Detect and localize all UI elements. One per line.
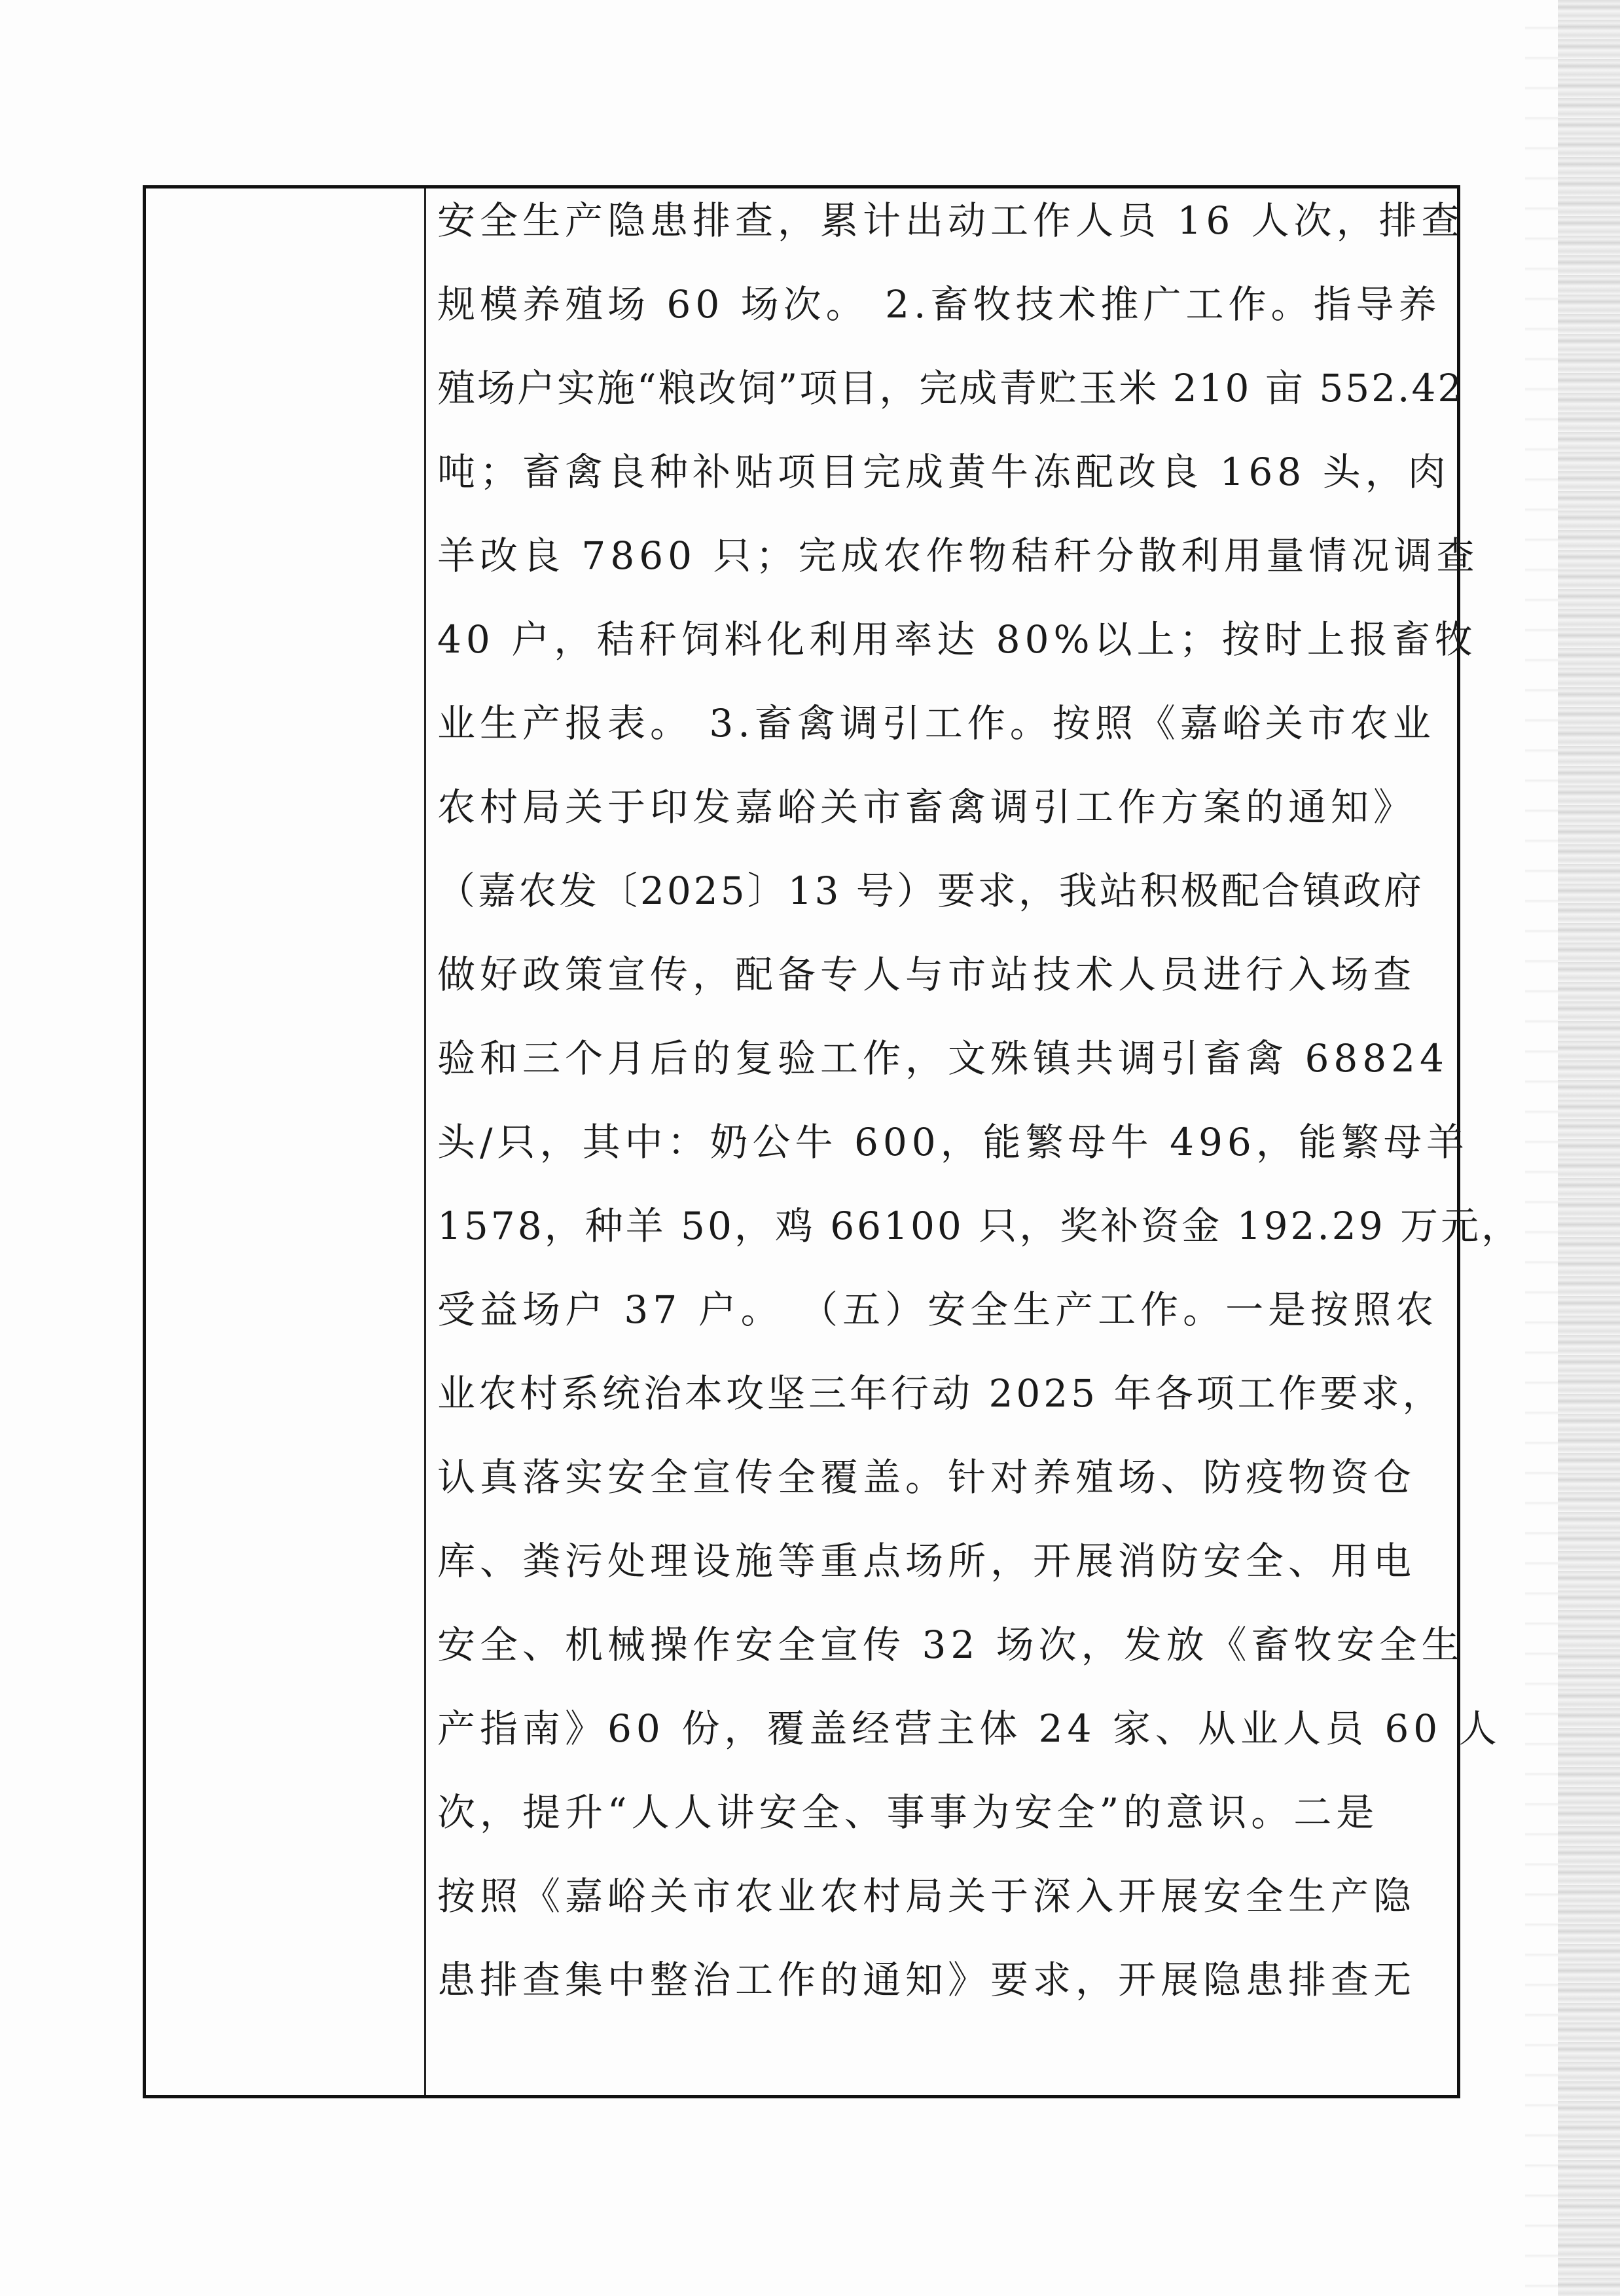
scan-edge-artifact [1558,0,1620,2296]
text-line: 规模养殖场 60 场次。 2.畜牧技术推广工作。指导养 [437,282,1441,327]
label-cell-empty [146,188,424,2095]
text-line: 头/只，其中：奶公牛 600，能繁母牛 496，能繁母羊 [437,1120,1469,1164]
text-line: 做好政策宣传，配备专人与市站技术人员进行入场查 [437,952,1416,997]
text-line: 患排查集中整治工作的通知》要求，开展隐患排查无 [437,1958,1416,2002]
text-line: 次，提升“人人讲安全、事事为安全”的意识。二是 [437,1790,1379,1835]
text-line: 农村局关于印发嘉峪关市畜禽调引工作方案的通知》 [437,785,1416,829]
text-line: 受益场户 37 户。 （五）安全生产工作。一是按照农 [437,1287,1439,1332]
text-line: 殖场户实施“粮改饲”项目，完成青贮玉米 210 亩 552.42 [437,366,1464,410]
text-line: 安全生产隐患排查，累计出动工作人员 16 人次，排查 [437,198,1464,243]
text-line: 安全、机械操作安全宣传 32 场次，发放《畜牧安全生 [437,1623,1464,1667]
text-line: 业生产报表。 3.畜禽调引工作。按照《嘉峪关市农业 [437,701,1435,745]
text-line: 业农村系统治本攻坚三年行动 2025 年各项工作要求， [437,1371,1444,1416]
scan-edge-noise [1525,0,1558,2296]
text-line: 库、粪污处理设施等重点场所，开展消防安全、用电 [437,1539,1416,1583]
text-line: 羊改良 7860 只；完成农作物秸秆分散利用量情况调查 [437,533,1479,578]
text-line: 吨；畜禽良种补贴项目完成黄牛冻配改良 168 头，肉 [437,450,1450,494]
text-line: 40 户，秸秆饲料化利用率达 80%以上；按时上报畜牧 [437,617,1477,662]
text-line: 按照《嘉峪关市农业农村局关于深入开展安全生产隐 [437,1874,1416,1918]
text-line: 1578，种羊 50，鸡 66100 只，奖补资金 192.29 万元， [437,1204,1522,1248]
text-line: 产指南》60 份，覆盖经营主体 24 家、从业人员 60 人 [437,1706,1502,1751]
text-line: 认真落实安全宣传全覆盖。针对养殖场、防疫物资仓 [437,1455,1416,1499]
text-line: （嘉农发〔2025〕13 号）要求，我站积极配合镇政府 [437,869,1424,913]
text-line: 验和三个月后的复验工作，文殊镇共调引畜禽 68824 [437,1036,1449,1081]
